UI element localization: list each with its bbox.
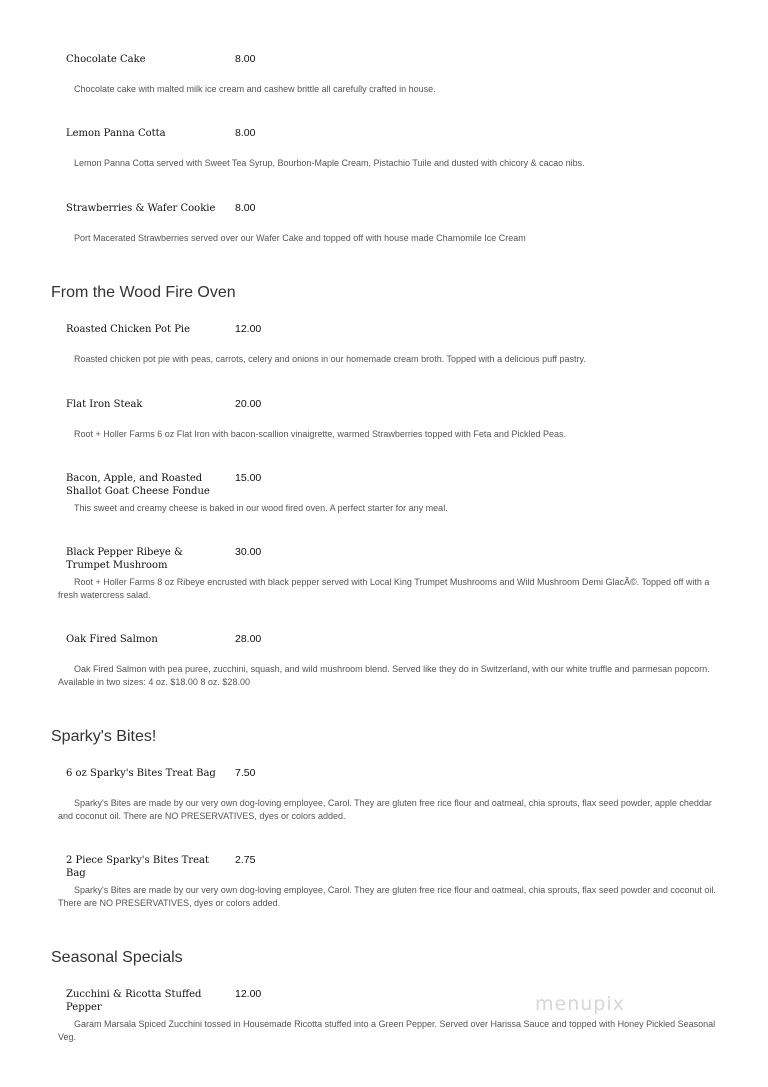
item-description: Sparky's Bites are made by our very own dog-loving employee, Carol. They are gluten free rice flour and oatmeal, chia sprouts, flax seed powder, apple cheddar and coconut oil. There are NO PRESERVATIVES, dyes or colors added. bbox=[58, 798, 712, 821]
item-price: 28.00 bbox=[235, 633, 262, 645]
item-description: Chocolate cake with malted milk ice cream and cashew brittle all carefully crafted in house. bbox=[74, 84, 436, 94]
item-description: Root + Holler Farms 8 oz Ribeye encrusted with black pepper served with Local King Trumpet Mushrooms and Wild Mushroom Demi GlacÃ©. Topped off with a fresh watercress salad. bbox=[58, 577, 710, 600]
section-title-wood-fire-oven: From the Wood Fire Oven bbox=[51, 284, 236, 301]
item-price: 12.00 bbox=[235, 323, 262, 335]
item-price: 2.75 bbox=[235, 854, 256, 866]
item-name: Roasted Chicken Pot Pie bbox=[66, 324, 191, 335]
item-name: Lemon Panna Cotta bbox=[66, 128, 166, 139]
item-description: Sparky's Bites are made by our very own dog-loving employee, Carol. They are gluten free rice flour and oatmeal, chia sprouts, flax seed powder and coconut oil. There are NO PRESERVATIVES, dyes or colors added. bbox=[58, 885, 716, 908]
item-description: Lemon Panna Cotta served with Sweet Tea Syrup, Bourbon-Maple Cream, Pistachio Tuile and dusted with chicory & cacao nibs. bbox=[74, 158, 585, 168]
item-name: Flat Iron Steak bbox=[66, 399, 143, 410]
item-price: 20.00 bbox=[235, 398, 262, 410]
item-price: 8.00 bbox=[235, 127, 256, 139]
item-description: This sweet and creamy cheese is baked in our wood fired oven. A perfect starter for any meal. bbox=[74, 503, 448, 513]
item-price: 8.00 bbox=[235, 202, 256, 214]
item-name: 6 oz Sparky's Bites Treat Bag bbox=[66, 768, 216, 779]
item-description: Garam Marsala Spiced Zucchini tossed in Housemade Ricotta stuffed into a Green Pepper. Served over Harissa Sauce and topped with Honey Pickled Seasonal Veg. bbox=[58, 1019, 716, 1042]
item-price: 15.00 bbox=[235, 472, 262, 484]
item-description: Oak Fired Salmon with pea puree, zucchini, squash, and wild mushroom blend. Served like they do in Switzerland, with our white truffle and parmesan popcorn. Available in two sizes: 4 oz. $18.00 8 oz. $28.00 bbox=[58, 664, 710, 687]
item-name: 2 Piece Sparky's Bites Treat Bag bbox=[66, 855, 209, 879]
item-name: Zucchini & Ricotta Stuffed Pepper bbox=[66, 989, 202, 1013]
item-description: Roasted chicken pot pie with peas, carrots, celery and onions in our homemade cream broth. Topped with a delicious puff pastry. bbox=[74, 354, 586, 364]
item-price: 12.00 bbox=[235, 988, 262, 1000]
item-price: 7.50 bbox=[235, 767, 256, 779]
item-name: Bacon, Apple, and Roasted Shallot Goat Cheese Fondue bbox=[66, 473, 210, 497]
item-price: 8.00 bbox=[235, 53, 256, 65]
item-price: 30.00 bbox=[235, 546, 262, 558]
item-description: Port Macerated Strawberries served over our Wafer Cake and topped off with house made Chamomile Ice Cream bbox=[74, 233, 526, 243]
section-title-seasonal-specials: Seasonal Specials bbox=[51, 949, 183, 966]
item-description: Root + Holler Farms 6 oz Flat Iron with bacon-scallion vinaigrette, warmed Strawberries topped with Feta and Pickled Peas. bbox=[74, 429, 566, 439]
item-name: Strawberries & Wafer Cookie bbox=[66, 203, 216, 214]
menupix-watermark: menupix bbox=[535, 993, 625, 1015]
section-title-sparkys-bites: Sparky's Bites! bbox=[51, 728, 157, 745]
item-name: Black Pepper Ribeye & Trumpet Mushroom bbox=[66, 547, 183, 571]
item-name: Chocolate Cake bbox=[66, 54, 146, 65]
item-name: Oak Fired Salmon bbox=[66, 634, 158, 645]
